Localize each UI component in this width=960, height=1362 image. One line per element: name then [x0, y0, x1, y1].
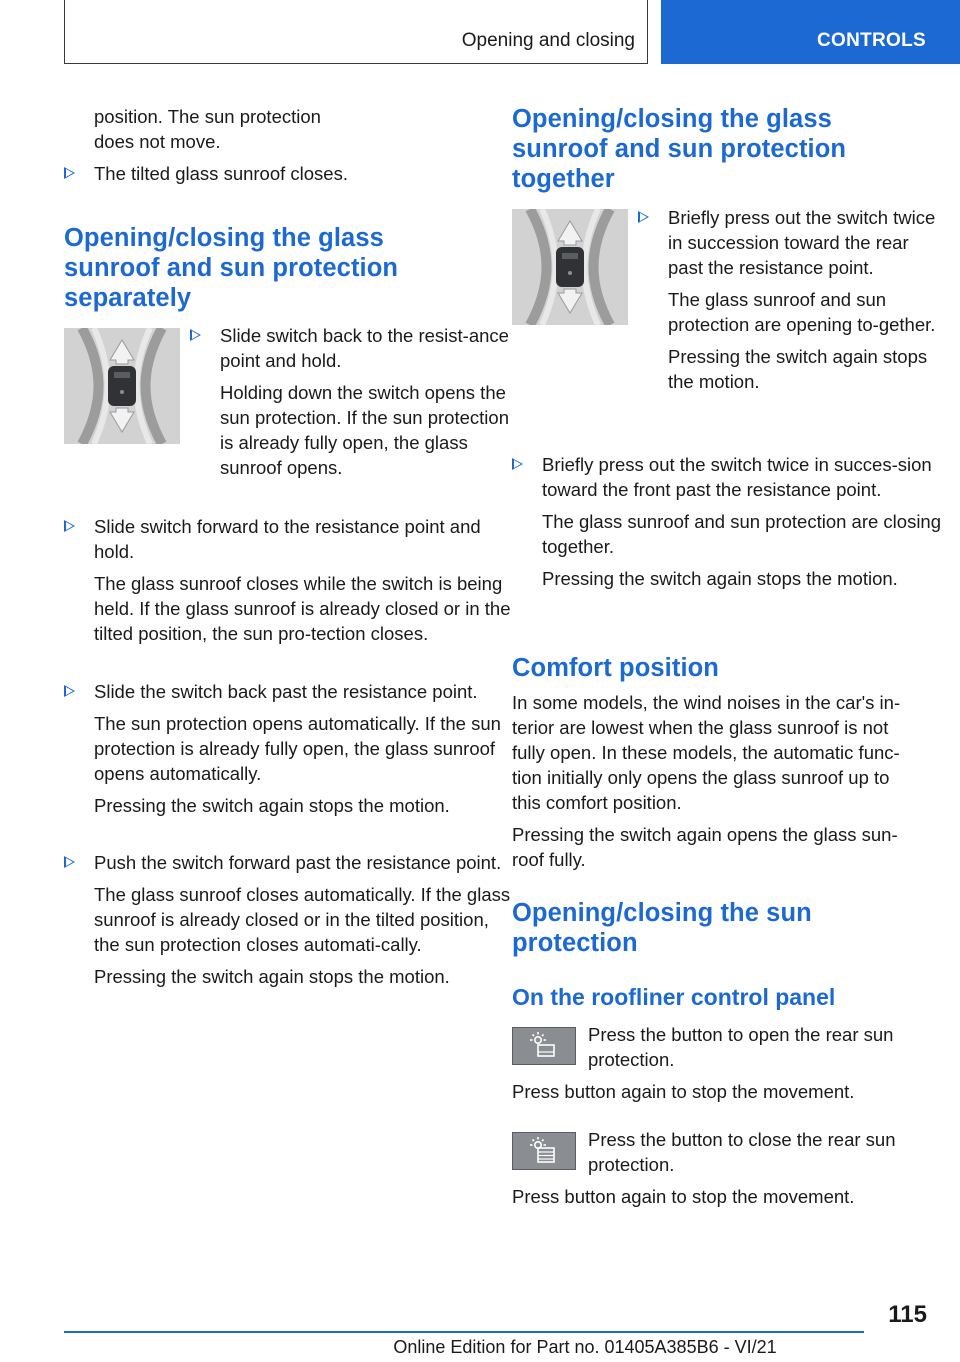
- slide-switch-image: [64, 328, 180, 444]
- header-section-title: Opening and closing: [461, 30, 635, 51]
- list-item: [512, 452, 944, 591]
- list-item-text: The tilted glass sunroof closes.: [94, 163, 348, 184]
- header-section-box: [64, 0, 648, 64]
- page-number: 115: [888, 1301, 927, 1328]
- heading-sun-protection: Opening/closing the sun protection: [512, 899, 812, 957]
- footer-divider: [64, 1331, 864, 1333]
- heading-comfort-position: Comfort position: [512, 654, 719, 682]
- list-item-text: Push the switch forward past the resistance point.: [94, 852, 502, 873]
- bullet-triangle-icon: [64, 856, 75, 868]
- heading-together: Opening/closing the glass sunroof and sun protection together: [512, 105, 847, 193]
- header-chapter-title: CONTROLS: [816, 30, 926, 51]
- sun-protection-open-button-image: [512, 1027, 576, 1065]
- footer-edition-text: Online Edition for Part no. 01405A385B6 - VI/21: [393, 1337, 777, 1357]
- bullet-triangle-icon: [638, 211, 649, 223]
- list-item-subtext: The glass sunroof and sun protection are closing together.: [542, 511, 942, 557]
- list-item-subtext: Holding down the switch opens the sun protection. If the sun protection is already fully open, the glass sunroof opens.: [220, 382, 509, 478]
- list-item: [638, 205, 944, 394]
- list-item-subtext: The sun protection opens automatically. If the sun protection is already fully open, the glass sunroof opens automatically.: [94, 713, 501, 784]
- sun-protection-close-button-image: [512, 1132, 576, 1170]
- list-item: [64, 679, 512, 818]
- close-button-text: Press the button to close the rear sun protection.: [588, 1129, 896, 1175]
- heading-roofliner-panel: On the roofliner control panel: [512, 984, 836, 1010]
- list-item: [64, 850, 512, 989]
- list-item: [64, 161, 512, 186]
- bullet-triangle-icon: [64, 685, 75, 697]
- list-item-text: Slide switch forward to the resistance point and hold.: [94, 516, 481, 562]
- list-item-subtext: Pressing the switch again stops the motion.: [668, 346, 928, 392]
- list-item-subtext: Pressing the switch again stops the motion.: [94, 966, 450, 987]
- list-item: [64, 514, 512, 646]
- list-item-subtext: Pressing the switch again stops the motion.: [94, 795, 450, 816]
- comfort-paragraph: In some models, the wind noises in the car's in-terior are lowest when the glass sunroof is not fully open. In these models, the automatic func-tion initially only opens the glass sunroof up to this comfort position.: [512, 692, 901, 813]
- heading-separately: Opening/closing the glass sunroof and sun protection separately: [64, 224, 399, 312]
- slide-switch-image: [512, 209, 628, 325]
- list-item-subtext: Pressing the switch again stops the motion.: [542, 568, 898, 589]
- list-item-text: Briefly press out the switch twice in succession toward the rear past the resistance point.: [668, 207, 936, 278]
- list-item-subtext: The glass sunroof closes automatically. If the glass sunroof is already closed or in the tilted position, the sun protection closes automati-cally.: [94, 884, 511, 955]
- header-chapter-tab: [661, 0, 960, 64]
- bullet-triangle-icon: [64, 167, 75, 179]
- open-button-after-text: Press button again to stop the movement.: [512, 1081, 855, 1102]
- continued-text-line-1: position. The sun protection: [94, 106, 321, 127]
- close-button-after-text: Press button again to stop the movement.: [512, 1186, 855, 1207]
- bullet-triangle-icon: [190, 329, 201, 341]
- list-item: [190, 323, 512, 480]
- continued-text-line-2: does not move.: [94, 131, 221, 152]
- open-button-text: Press the button to open the rear sun protection.: [588, 1024, 894, 1070]
- list-item-subtext: The glass sunroof closes while the switch is being held. If the glass sunroof is already closed or in the tilted position, the sun pro-tection closes.: [94, 573, 511, 644]
- list-item-text: Briefly press out the switch twice in succes-sion toward the front past the resistance point.: [542, 454, 932, 500]
- bullet-triangle-icon: [512, 458, 523, 470]
- list-item-text: Slide the switch back past the resistance point.: [94, 681, 478, 702]
- comfort-paragraph-2: Pressing the switch again opens the glass sun-roof fully.: [512, 824, 898, 870]
- list-item-text: Slide switch back to the resist-ance point and hold.: [220, 325, 509, 371]
- bullet-triangle-icon: [64, 520, 75, 532]
- list-item-subtext: The glass sunroof and sun protection are opening to-gether.: [668, 289, 936, 335]
